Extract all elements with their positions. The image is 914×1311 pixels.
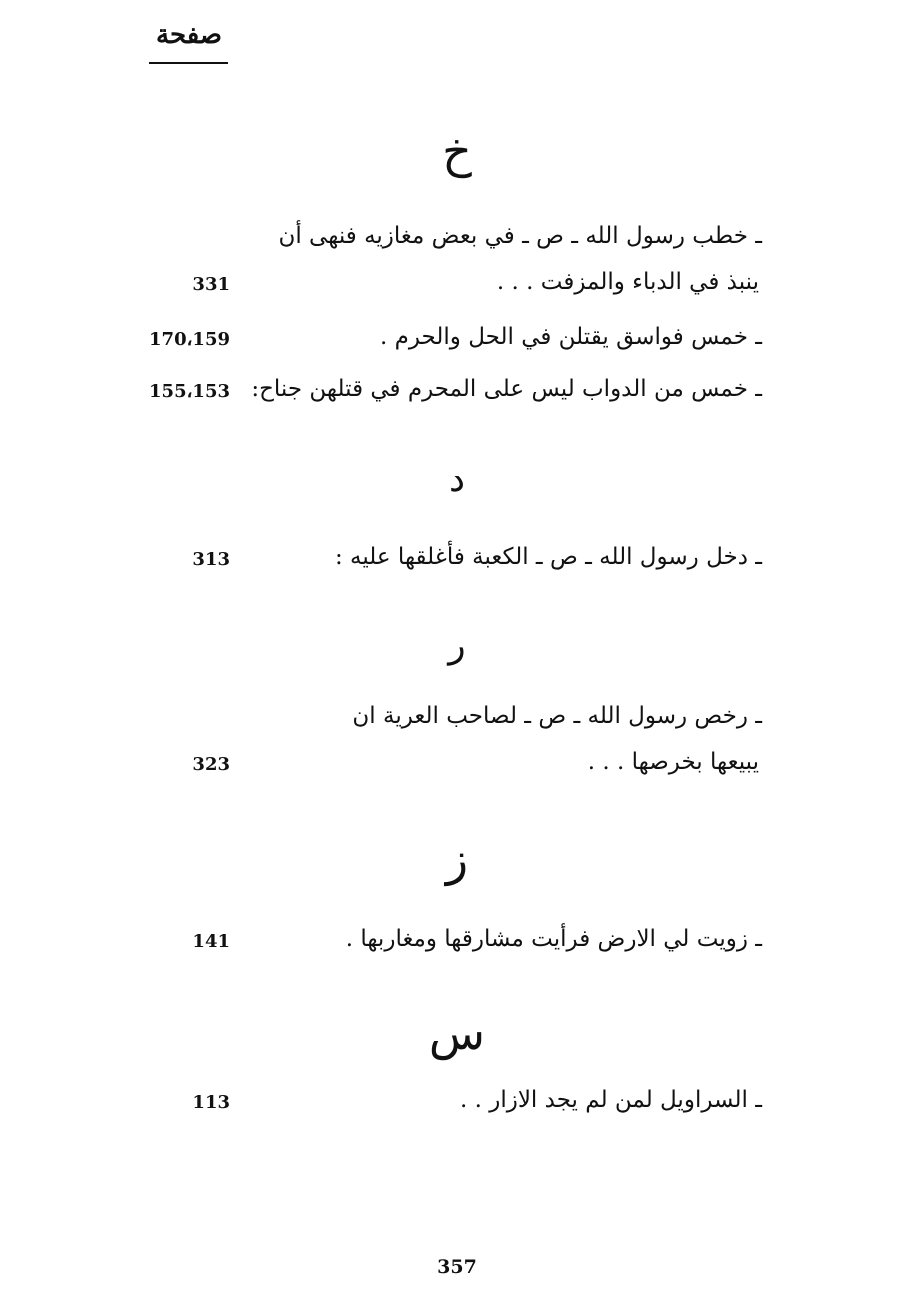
entry-line: ـ خمس من الدواب ليس على المحرم في قتلهن جناح:	[251, 376, 762, 402]
entry-line: ـ خطب رسول الله ـ ص ـ في بعض مغازيه فنهى أن	[278, 223, 762, 249]
section-letter-zay: ز	[445, 832, 469, 886]
section-letter-ra: ر	[448, 625, 466, 666]
entry-line: ـ رخص رسول الله ـ ص ـ لصاحب العرية ان	[352, 703, 762, 729]
entry-line: ـ زويت لي الارض فرأيت مشارقها ومغاربها .	[345, 926, 762, 952]
entry-line: ـ السراويل لمن لم يجد الازار . .	[459, 1087, 762, 1113]
section-letter-dal: د	[448, 459, 466, 500]
section-letter-sin: س	[428, 1006, 486, 1060]
entry-page-ref: 141	[192, 931, 230, 952]
section-letter-kha: خ	[442, 124, 472, 178]
entry-page-ref: 155،153	[149, 381, 230, 402]
page-column-header: صفحة	[156, 20, 222, 50]
entry-line: يبيعها بخرصها . . .	[587, 749, 759, 775]
entry-line: ينبذ في الدباء والمزفت . . .	[496, 269, 759, 295]
entry-line: ـ دخل رسول الله ـ ص ـ الكعبة فأغلقها عليه :	[334, 544, 762, 570]
page-number: 357	[437, 1256, 477, 1278]
header-underline	[149, 62, 228, 64]
entry-page-ref: 323	[192, 754, 230, 775]
entry-page-ref: 313	[192, 549, 230, 570]
entry-line: ـ خمس فواسق يقتلن في الحل والحرم .	[380, 324, 762, 350]
entry-page-ref: 113	[192, 1092, 230, 1113]
entry-page-ref: 331	[192, 274, 230, 295]
entry-page-ref: 170،159	[149, 329, 230, 350]
